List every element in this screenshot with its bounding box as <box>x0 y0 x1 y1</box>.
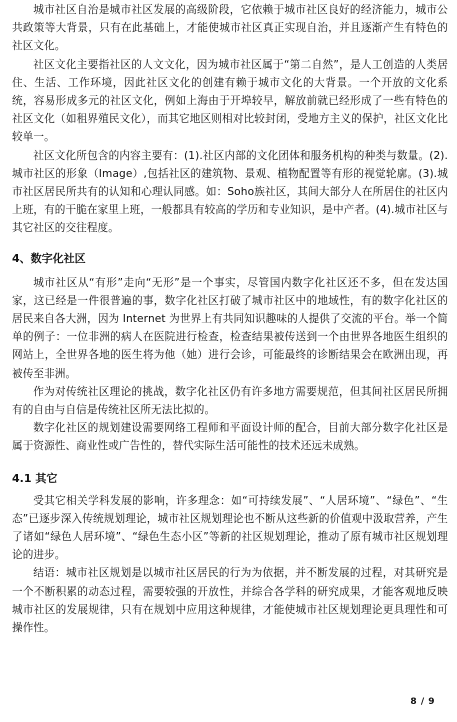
paragraph-culture-contents: 社区文化所包含的内容主要有：(1).社区内部的文化团体和服务机构的种类与数量。(2).城市社区的形象（Image）,包括社区的建筑物、景观、植物配置等有形的视觉轮廓。(3).城市社区居民所共有的认知和心理认同感。如：Soho族社区，其间大部分人在所居住的社区内上班，有的干脆在家里上班，一般都具有较高的学历和专业知识，是中产者。(4).城市社区与其它社区的交往程度。 <box>12 149 448 235</box>
section-heading-digital-community: 4、数字化社区 <box>12 251 86 265</box>
paragraph-digital-planning: 数字化社区的规划建设需要网络工程师和平面设计师的配合，目前大部分数字化社区是属于资源性、商业性或广告性的，替代实际生活可能性的技术还远未成熟。 <box>12 422 448 453</box>
paragraph-conclusion: 结语：城市社区规划是以城市社区居民的行为为依据，并不断发展的过程，对其研究是一个不断积累的动态过程，需要较强的开放性，并综合各学科的研究成果，才能客观地反映城市社区的发展规律，只有在规划中应用这种规律，才能使城市社区规划理论更具理性和可操作性。 <box>12 567 448 635</box>
paragraph-digital-challenge: 作为对传统社区理论的挑战，数字化社区仍有许多地方需要规范，但其间社区居民所拥有的自由与自信是传统社区所无法比拟的。 <box>12 385 448 417</box>
page-number: 8 / 9 <box>410 697 435 707</box>
paragraph-community-culture: 社区文化主要指社区的人文文化，因为城市社区属于“第二自然”，是人工创造的人类居住、生活、工作环境，因此社区文化的创建有赖于城市文化的大背景。一个开放的文化系统，容易形成多元的社区文化，例如上海由于开埠较早，解放前就已经形成了一些有特色的社区文化（如租界殖民文化），而其它地区则相对比较封闭，受地方主义的保护，社区文化比较单一。 <box>12 58 448 144</box>
section-heading-other: 4.1 其它 <box>12 471 58 485</box>
paragraph-digital-intro: 城市社区从“有形”走向“无形”是一个事实，尽管国内数字化社区还不多，但在发达国家，这已经是一件很普遍的事，数字化社区打破了城市社区中的地域性，有的数字化社区的居民来自各大洲，因为 Internet 为世界上有共同知识趣味的人提供了交流的平台。举一个简单的例子：一位非洲的病人在医院进行检查，检查结果被传送到一个由世界各地医生组织的网站上，全世界各地的医生将为他（她）进行会诊，可能最终的诊断结果会在欧洲出现，再被传至非洲。 <box>12 276 448 380</box>
paragraph-community-autonomy: 城市社区自治是城市社区发展的高级阶段，它依赖于城市社区良好的经济能力，城市公共政策等大背景，只有在此基础上，才能使城市社区真正实现自治，并且逐渐产生有特色的社区文化。 <box>12 4 448 53</box>
paragraph-other-concepts: 受其它相关学科发展的影响，许多理念：如“可持续发展”、“人居环境”、“绿色”、“生态”已逐步深入传统规划理论，城市社区规划理论也不断从这些新的价值观中汲取营养，产生了诸如“绿色人居环境”、“绿色生态小区”等新的社区规划理论，推动了原有城市社区规划理论的进步。 <box>12 494 448 562</box>
document-body <box>12 1 448 637</box>
